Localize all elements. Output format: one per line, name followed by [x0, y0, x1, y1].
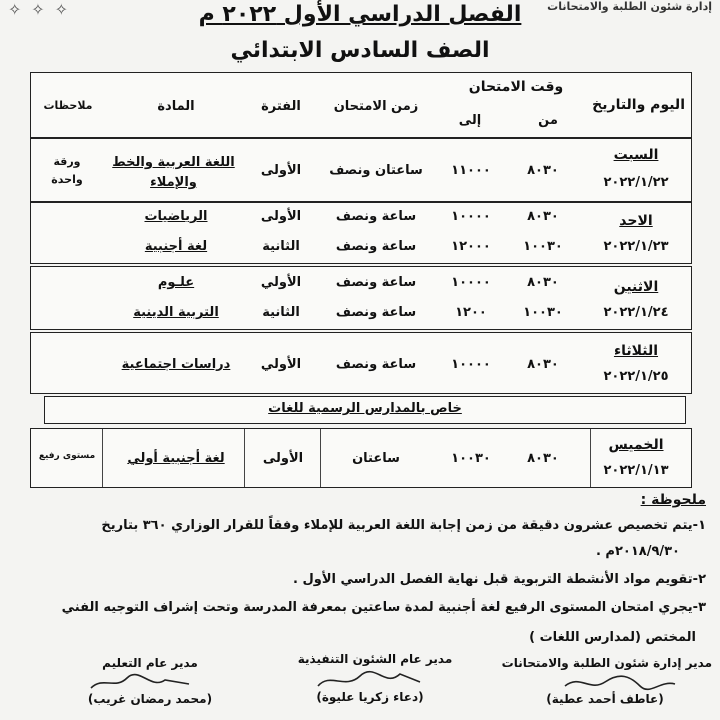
day-block-saturday [30, 138, 692, 202]
note-line-2: ٢-تقويم مواد الأنشطة التربوية قبل نهاية الفصل الدراسي الأول . [293, 572, 706, 587]
signature-name-3: (محمد رمضان غريب) [87, 692, 213, 706]
time-from: ١٠٠٣٠ [523, 305, 563, 320]
subject: اللغة العربية والخط والإملاء [112, 155, 235, 190]
day-block-tuesday [30, 332, 692, 394]
col-notes: ملاحظات [43, 99, 93, 112]
day-date: ٢٠٢٢/١/٢٣ [603, 239, 669, 254]
note-line-1: ١-يتم تخصيص عشرون دقيقة من زمن إجابة اللغة العربية للإملاء وفقاً للقرار الوزاري ٣٦٠ بتاريخ [101, 518, 706, 533]
time-to: ١٠٠٠٠ [451, 357, 491, 372]
day-date: ٢٠٢٢/١/٢٢ [603, 175, 669, 190]
col-duration: زمن الامتحان [333, 99, 419, 114]
col-day-date: اليوم والتاريخ [592, 97, 685, 113]
note-line-3: ٣-يجري امتحان المستوى الرفيع لغة أجنبية لمدة ساعتين بمعرفة المدرسة وتحت إشراف التوجيه الفني [61, 600, 706, 615]
time-to: ١٠٠٠٠ [451, 275, 491, 290]
term-title: الفصل الدراسي الأول ٢٠٢٢ م [198, 2, 522, 27]
row-note: مستوى رفيع [38, 451, 96, 461]
day-date: ٢٠٢٢/١/٢٤ [603, 305, 669, 320]
col-subject: المادة [157, 99, 195, 114]
duration: ساعة ونصف [335, 305, 417, 320]
time-from: ٨٠٣٠ [527, 275, 559, 290]
time-to: ١٢٠٠٠ [451, 239, 491, 254]
day-date: ٢٠٢٢/١/٢٥ [603, 369, 669, 384]
period: الثانية [262, 239, 300, 254]
duration: ساعة ونصف [335, 239, 417, 254]
signature-title-1: مدير إدارة شئون الطلبة والامتحانات [501, 656, 712, 670]
period: الأولي [260, 357, 302, 372]
subject: لغة أجنبية [144, 239, 208, 254]
subject: علـوم [157, 275, 195, 290]
grade-title: الصف السادس الابتدائي [230, 38, 490, 63]
notes-title: ملحوظة : [640, 492, 706, 508]
time-from: ٨٠٣٠ [527, 357, 559, 372]
day-date: ٢٠٢٢/١/١٣ [603, 463, 669, 478]
day-name: السبت [613, 147, 659, 163]
table-header [30, 72, 692, 138]
time-from: ٨٠٣٠ [527, 209, 559, 224]
time-from: ١٠٠٣٠ [523, 239, 563, 254]
col-to: إلى [458, 113, 482, 128]
note-line-3b: المختص (لمدارس اللغات ) [529, 630, 696, 645]
time-to: ١١٠٠٠ [451, 163, 491, 178]
time-from: ٨٠٣٠ [527, 451, 559, 466]
day-name: الثلاثاء [613, 343, 659, 359]
day-name: الاثنين [613, 279, 659, 295]
time-from: ٨٠٣٠ [527, 163, 559, 178]
duration: ساعتان ونصف [329, 163, 423, 178]
subject: دراسات اجتماعية [121, 357, 231, 372]
col-exam-time: وقت الامتحان [468, 79, 564, 95]
period: الأولي [260, 275, 302, 290]
subject: الرياضيات [144, 209, 208, 224]
signature-mark-1 [560, 672, 680, 694]
day-block-monday [30, 266, 692, 330]
day-name: الاحد [619, 213, 653, 229]
duration: ساعة ونصف [335, 275, 417, 290]
signature-name-1: (عاطف أحمد عطية) [546, 692, 664, 706]
time-to: ١٠٠٣٠ [451, 451, 491, 466]
signature-title-2: مدير عام الشئون التنفيذية [297, 652, 453, 666]
subject: لغة أجنبية أولي [127, 451, 225, 466]
duration: ساعة ونصف [335, 357, 417, 372]
period: الأولى [260, 209, 302, 224]
divider [244, 429, 245, 487]
duration: ساعة ونصف [335, 209, 417, 224]
col-period: الفترة [261, 99, 301, 114]
row-note: ورقة واحدة [51, 155, 83, 186]
signature-title-3: مدير عام التعليم [102, 656, 198, 670]
col-from: من [538, 113, 558, 128]
period: الأولى [260, 163, 302, 178]
divider [590, 429, 591, 487]
logo-text: إدارة شئون الطلبة والامتحانات [547, 0, 712, 13]
duration: ساعتان [352, 451, 400, 466]
note-line-1b: ٢٠١٨/٩/٣٠م . [595, 544, 680, 559]
period: الثانية [262, 305, 300, 320]
period: الأولى [262, 451, 304, 466]
day-block-sunday [30, 202, 692, 264]
subject: التربية الدينية [133, 305, 219, 320]
banner-text: خاص بالمدارس الرسمية للغات [268, 401, 462, 416]
special-banner [44, 396, 686, 424]
time-to: ١٢٠٠ [455, 305, 487, 320]
divider [102, 429, 103, 487]
time-to: ١٠٠٠٠ [451, 209, 491, 224]
decorative-marks: ✧ ✧ ✧ [8, 0, 68, 19]
day-name: الخميس [608, 437, 664, 453]
day-block-thursday [30, 428, 692, 488]
divider [320, 429, 321, 487]
signature-name-2: (دعاء زكريا عليوة) [316, 690, 424, 704]
